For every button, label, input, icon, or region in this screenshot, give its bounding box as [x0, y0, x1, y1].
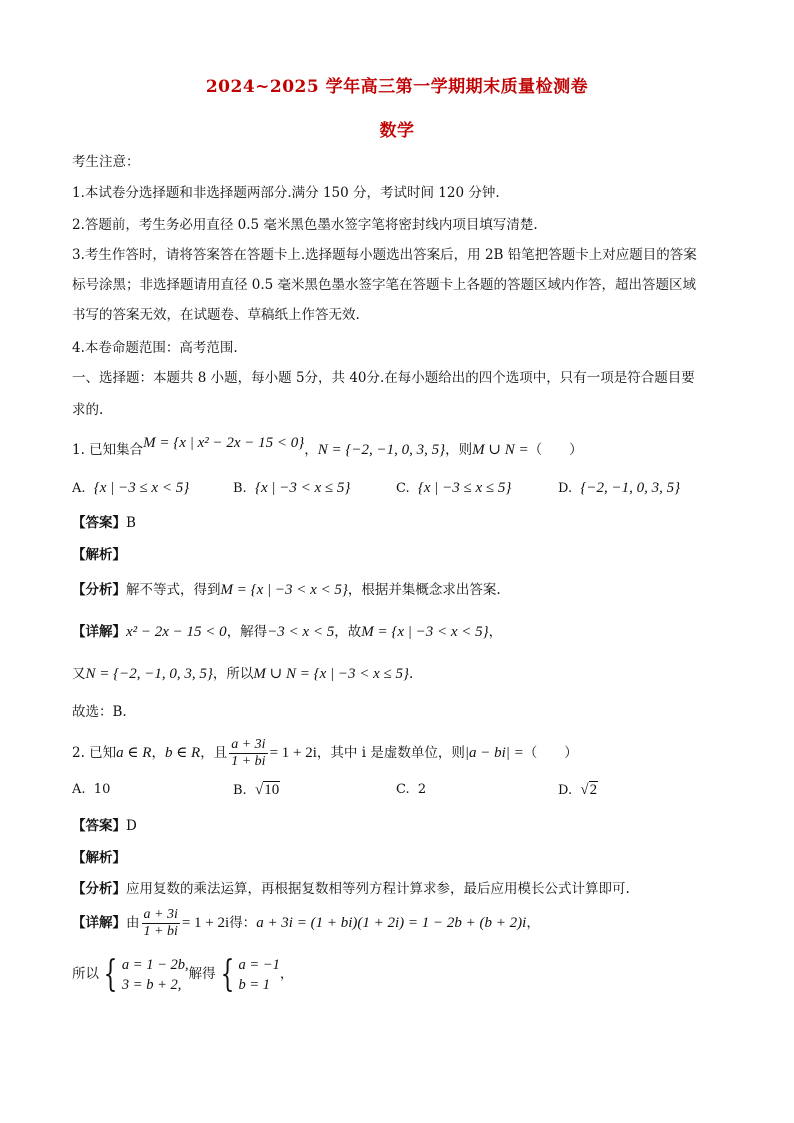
- detail-text: ，: [488, 624, 503, 640]
- sqrt-sign: √10: [254, 782, 280, 798]
- option-text: {x | −3 ≤ x ≤ 5}: [417, 480, 512, 496]
- option-text: {−2, −1, 0, 3, 5}: [580, 480, 681, 496]
- q1-prefix: 1. 已知集合: [72, 442, 144, 458]
- notice-item-1: 1.本试卷分选择题和非选择题两部分.满分 150 分，考试时间 120 分钟.: [72, 185, 500, 201]
- detail-text: 由: [126, 915, 140, 931]
- detail-fraction: [142, 907, 180, 940]
- option-letter: A.: [72, 481, 86, 496]
- fenxi-label: 【分析】: [72, 582, 126, 598]
- detail-label: 【详解】: [72, 915, 126, 931]
- fraction-numerator: a + 3i: [231, 737, 266, 752]
- option-text: 10: [93, 782, 111, 797]
- option-letter: B.: [233, 481, 247, 496]
- system-row: b = 1: [238, 977, 271, 993]
- q2-equation-rhs: = 1 + 2i: [269, 745, 317, 761]
- equation-system-1: [99, 953, 189, 997]
- q2-sep: ，: [151, 745, 165, 761]
- system-row: a = −1: [238, 957, 280, 973]
- answer-value: B: [126, 515, 136, 531]
- fenxi-text: 解不等式，得到: [126, 582, 221, 598]
- detail-rhs: = 1 + 2i: [181, 915, 230, 931]
- detail-label: 【详解】: [72, 624, 126, 640]
- q2-answer: [72, 816, 732, 836]
- fenxi-label: 【分析】: [72, 881, 126, 897]
- option-text: {x | −3 < x ≤ 5}: [254, 480, 351, 496]
- option-letter: C.: [396, 782, 410, 797]
- q2-option-b: [233, 780, 280, 801]
- fraction-numerator: a + 3i: [143, 907, 178, 922]
- analysis-label: 【解析】: [72, 547, 126, 563]
- detail-text: 又: [72, 666, 86, 682]
- system-row: a = 1 − 2b,: [121, 957, 189, 973]
- option-letter: D.: [558, 783, 573, 798]
- q1-option-c: [396, 478, 511, 499]
- q2-option-d: [558, 780, 598, 801]
- answer-label: 【答案】: [72, 818, 126, 834]
- q1-set-m: M = {x | x² − 2x − 15 < 0}: [143, 435, 305, 451]
- fenxi-set-m: M = {x | −3 < x < 5}: [220, 582, 348, 598]
- detail-text: 所以: [72, 966, 99, 982]
- q1-ask: ，则: [445, 442, 473, 458]
- notice-item-3-line-3: 书写的答案无效，在试题卷、草稿纸上作答无效.: [72, 307, 360, 323]
- sqrt-sign: √2: [580, 782, 598, 798]
- q2-option-c: [396, 780, 426, 800]
- q2-modulus: |a − bi| =: [464, 745, 524, 761]
- detail-inequality: x² − 2x − 15 < 0: [126, 624, 227, 640]
- notice-item-4: 4.本卷命题范围：高考范围.: [72, 340, 238, 356]
- detail-expansion: a + 3i = (1 + bi)(1 + 2i) = 1 − 2b + (b + 2)i: [256, 915, 527, 931]
- option-text: 2: [589, 782, 598, 798]
- q2-and: ，且: [200, 745, 228, 761]
- q2-a-in-r: a ∈ R: [116, 745, 152, 761]
- q1-detail-2: [72, 664, 732, 684]
- detail-text: ，: [526, 915, 540, 931]
- answer-label: 【答案】: [72, 515, 126, 531]
- q1-option-a: [72, 478, 189, 499]
- fenxi-text-end: ，根据并集概念求出答案.: [347, 582, 501, 598]
- left-brace-icon: {: [220, 954, 234, 995]
- exam-title: 2024~2025 学年高三第一学期期末质量检测卷: [205, 77, 589, 97]
- q1-option-b: [233, 478, 350, 499]
- q2-system: [72, 952, 732, 1000]
- q1-option-d: [558, 478, 680, 499]
- option-letter: C.: [396, 481, 410, 496]
- detail-text: ，: [279, 966, 294, 982]
- fraction-denominator: 1 + bi: [143, 924, 178, 939]
- notice-heading: 考生注意：: [72, 154, 140, 170]
- q1-comma: ，: [304, 442, 318, 458]
- detail-text: ，故: [334, 624, 362, 640]
- q2-mid-text: ，其中 i 是虚数单位，则: [316, 745, 465, 761]
- q2-paren: （ ）: [523, 745, 578, 761]
- q2-fraction: [229, 737, 267, 770]
- detail-union: M ∪ N = {x | −3 < x ≤ 5}: [253, 666, 409, 682]
- left-brace-icon: {: [103, 954, 118, 995]
- q2-detail: [72, 906, 732, 940]
- section-heading-line-1: 一、选择题：本题共 8 小题，每小题 5分，共 40分.在每小题给出的四个选项中，只有一项是符合题目要: [72, 370, 695, 386]
- q2-analysis-label: [72, 848, 732, 868]
- detail-set-m: M = {x | −3 < x < 5}: [361, 624, 489, 640]
- q1-paren: （ ）: [528, 442, 583, 458]
- notice-item-3-line-1: 3.考生作答时，请将答案答在答题卡上.选择题每小题选出答案后，用 2B 铅笔把答题卡上对应题目的答案: [72, 247, 697, 263]
- notice-item-2: 2.答题前，考生务必用直径 0.5 毫米黑色墨水签字笔将密封线内项目填写清楚.: [72, 217, 538, 233]
- option-text: 2: [417, 782, 427, 797]
- option-letter: A.: [72, 782, 86, 797]
- question-2-stem: [72, 736, 732, 770]
- q2-option-a: [72, 780, 110, 800]
- equation-system-2: [216, 953, 280, 997]
- q1-detail: [72, 622, 732, 642]
- fraction-denominator: 1 + bi: [231, 754, 266, 769]
- option-text: 10: [264, 782, 280, 798]
- fenxi-text: 应用复数的乘法运算，再根据复数相等列方程计算求参，最后应用模长公式计算即可.: [126, 881, 630, 897]
- q2-b-in-r: b ∈ R: [164, 745, 201, 761]
- analysis-label: 【解析】: [72, 850, 126, 866]
- q1-union: M ∪ N =: [472, 442, 529, 458]
- answer-value: D: [126, 818, 137, 834]
- subject-title: 数学: [379, 121, 415, 141]
- q2-fenxi: [72, 879, 732, 899]
- question-1-stem: [72, 435, 732, 460]
- option-letter: D.: [558, 481, 573, 496]
- section-heading-line-2: 求的.: [72, 402, 104, 418]
- detail-text: ，解得: [226, 624, 268, 640]
- q2-prefix: 2. 已知: [72, 745, 117, 761]
- detail-set-n: N = {−2, −1, 0, 3, 5}: [85, 666, 213, 682]
- notice-item-3-line-2: 标号涂黑；非选择题请用直径 0.5 毫米黑色墨水签字笔在答题卡上各题的答题区域内作答，超出答题区域: [72, 277, 697, 293]
- q1-fenxi: [72, 580, 732, 600]
- q1-analysis-label: [72, 545, 732, 565]
- detail-text: 解得: [188, 966, 216, 982]
- option-letter: B.: [233, 783, 247, 798]
- q1-conclusion: 故选：B.: [72, 704, 127, 720]
- detail-text: 得：: [229, 915, 257, 931]
- q1-answer: [72, 513, 732, 533]
- detail-text: ，所以: [212, 666, 254, 682]
- system-row: 3 = b + 2,: [121, 977, 182, 993]
- detail-text: .: [408, 666, 414, 682]
- q1-set-n: N = {−2, −1, 0, 3, 5}: [317, 442, 446, 458]
- option-text: {x | −3 ≤ x < 5}: [93, 480, 190, 496]
- detail-range: −3 < x < 5: [267, 624, 335, 640]
